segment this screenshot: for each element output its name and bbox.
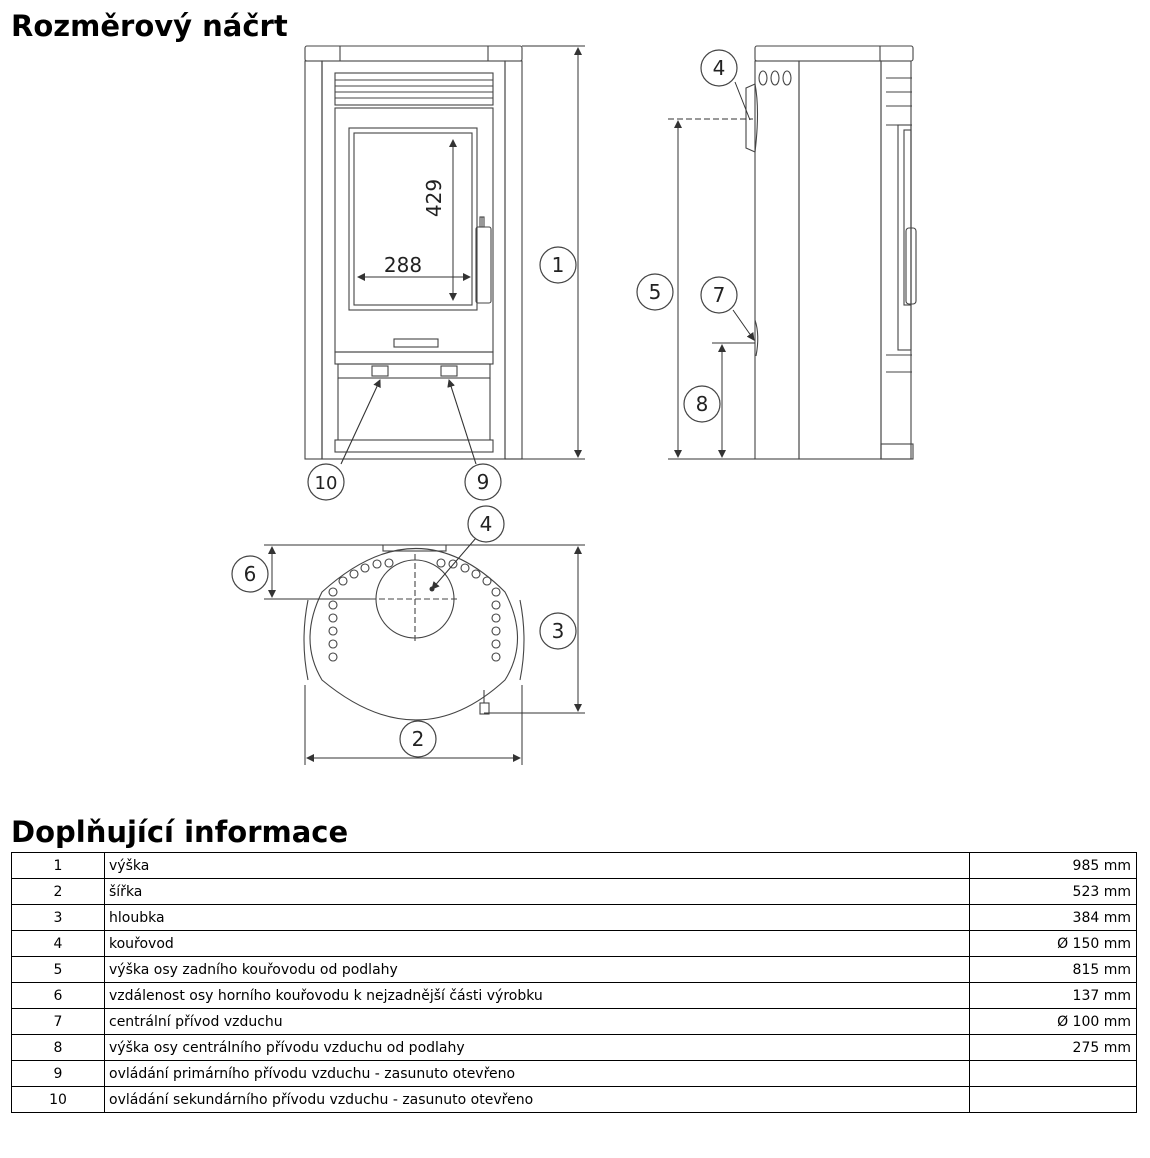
svg-text:2: 2: [411, 727, 425, 751]
callout-2: [400, 721, 436, 757]
row-label-cell: výška osy centrálního přívodu vzduchu od podlahy: [105, 1035, 970, 1061]
row-number-cell: 8: [12, 1035, 105, 1061]
row-label-cell: šířka: [105, 879, 970, 905]
callout-7: [701, 277, 737, 313]
row-value-cell: 275 mm: [970, 1035, 1137, 1061]
row-label-cell: vzdálenost osy horního kouřovodu k nejzadnější části výrobku: [105, 983, 970, 1009]
svg-text:8: 8: [695, 392, 709, 416]
svg-text:5: 5: [648, 280, 662, 304]
section-title-info: Doplňující informace: [11, 815, 349, 849]
row-number-cell: 1: [12, 853, 105, 879]
section-title-sketch: Rozměrový náčrt: [11, 9, 288, 43]
svg-text:10: 10: [314, 473, 338, 494]
row-value-cell: 523 mm: [970, 879, 1137, 905]
table-row: [12, 1061, 1137, 1087]
svg-text:4: 4: [712, 56, 726, 80]
table-row: [12, 853, 1137, 879]
row-number-cell: 3: [12, 905, 105, 931]
table-row: [12, 1087, 1137, 1113]
row-value-cell: 384 mm: [970, 905, 1137, 931]
row-value-cell: [970, 1061, 1137, 1087]
top-view: [304, 545, 524, 720]
callout-1: [540, 247, 576, 283]
row-value-cell: Ø 150 mm: [970, 931, 1137, 957]
row-number-cell: 6: [12, 983, 105, 1009]
callout-4-top: [468, 506, 504, 542]
glass-width-label: 288: [383, 253, 423, 277]
row-number-cell: 2: [12, 879, 105, 905]
row-label-cell: kouřovod: [105, 931, 970, 957]
row-value-cell: 815 mm: [970, 957, 1137, 983]
callout-5: [637, 274, 673, 310]
row-number-cell: 5: [12, 957, 105, 983]
glass-height-label: 429: [422, 178, 446, 218]
callout-3: [540, 613, 576, 649]
table-row: [12, 1009, 1137, 1035]
table-row: [12, 879, 1137, 905]
svg-text:1: 1: [551, 253, 565, 277]
row-label-cell: ovládání primárního přívodu vzduchu - zasunuto otevřeno: [105, 1061, 970, 1087]
svg-text:7: 7: [712, 283, 726, 307]
table-row: [12, 1035, 1137, 1061]
svg-text:6: 6: [243, 562, 257, 586]
row-value-cell: 137 mm: [970, 983, 1137, 1009]
table-row: [12, 931, 1137, 957]
row-label-cell: centrální přívod vzduchu: [105, 1009, 970, 1035]
row-number-cell: 10: [12, 1087, 105, 1113]
row-number-cell: 4: [12, 931, 105, 957]
row-label-cell: výška: [105, 853, 970, 879]
table-row: [12, 957, 1137, 983]
svg-text:9: 9: [476, 470, 490, 494]
table-row: [12, 905, 1137, 931]
callout-8: [684, 386, 720, 422]
callout-4-side: [701, 50, 737, 86]
callout-10: [308, 464, 344, 500]
callout-9: [465, 464, 501, 500]
callout-6: [232, 556, 268, 592]
row-value-cell: Ø 100 mm: [970, 1009, 1137, 1035]
table-row: [12, 983, 1137, 1009]
side-view: [746, 46, 916, 459]
row-number-cell: 7: [12, 1009, 105, 1035]
row-label-cell: ovládání sekundárního přívodu vzduchu - zasunuto otevřeno: [105, 1087, 970, 1113]
row-number-cell: 9: [12, 1061, 105, 1087]
row-value-cell: 985 mm: [970, 853, 1137, 879]
row-label-cell: hloubka: [105, 905, 970, 931]
control-leaders: [341, 380, 476, 464]
svg-text:3: 3: [551, 619, 565, 643]
row-label-cell: výška osy zadního kouřovodu od podlahy: [105, 957, 970, 983]
row-value-cell: [970, 1087, 1137, 1113]
info-table: [11, 852, 1137, 1113]
svg-text:4: 4: [479, 512, 493, 536]
